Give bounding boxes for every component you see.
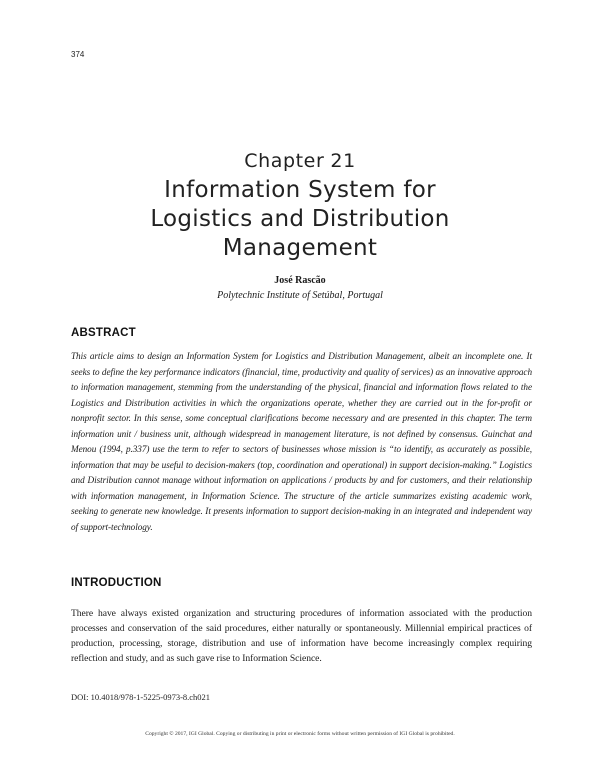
chapter-label-word: Chapter [244, 150, 325, 172]
doi-line: DOI: 10.4018/978-1-5225-0973-8.ch021 [71, 692, 211, 702]
abstract-heading: ABSTRACT [71, 327, 136, 339]
chapter-number: 21 [330, 150, 356, 172]
introduction-body: There have always existed organization and structuring procedures of information associated with the production processes and conservation of the said procedures, either naturally or spontaneously. Millennial empirical practices of production, processing, storage, distribution and use of information have become increasingly complex requiring reflection and study, and as such gave rise to Information Science. [71, 608, 532, 664]
chapter-title-line-2: Logistics and Distribution [150, 206, 450, 232]
page-number: 374 [71, 50, 85, 59]
author-name: José Rascão [274, 275, 326, 286]
chapter-title-line-3: Management [222, 235, 378, 261]
copyright-notice: Copyright © 2017, IGI Global. Copying or distributing in print or electronic forms without written permission of IGI Global is prohibited. [145, 731, 455, 737]
chapter-title [40, 176, 560, 263]
introduction-heading: INTRODUCTION [71, 577, 162, 589]
author-affiliation: Polytechnic Institute of Setúbal, Portugal [217, 290, 383, 301]
chapter-label [0, 150, 600, 172]
abstract-body: This article aims to design an Information System for Logistics and Distribution Management, albeit an incomplete one. It seeks to define the key performance indicators (financial, time, productivity and quality of services) as an innovative approach to information management, stemming from the understanding of the physical, financial and information flows related to the Logistics and Distribution activities in which the organizations operate, whether they are carried out in the for-profit or nonprofit sector. In this sense, some conceptual clarifications become necessary and are presented in this chapter. The term information unit / business unit, although widespread in management literature, is not defined by consensus. Guinchat and Menou (1994, p.337) use the term to refer to sectors of businesses whose mission is “to identify, as accurately as possible, information that may be useful to decision-makers (top, coordination and operational) in support decision-making.” Logistics and Distribution cannot manage without information on applications / products by and for customers, and their relationship with information management, in Information Science. The structure of the article summarizes existing academic work, seeking to generate new knowledge. It presents information to support decision-making in an integrated and independent way of support-technology. [71, 351, 532, 532]
chapter-title-line-1: Information System for [164, 177, 436, 203]
